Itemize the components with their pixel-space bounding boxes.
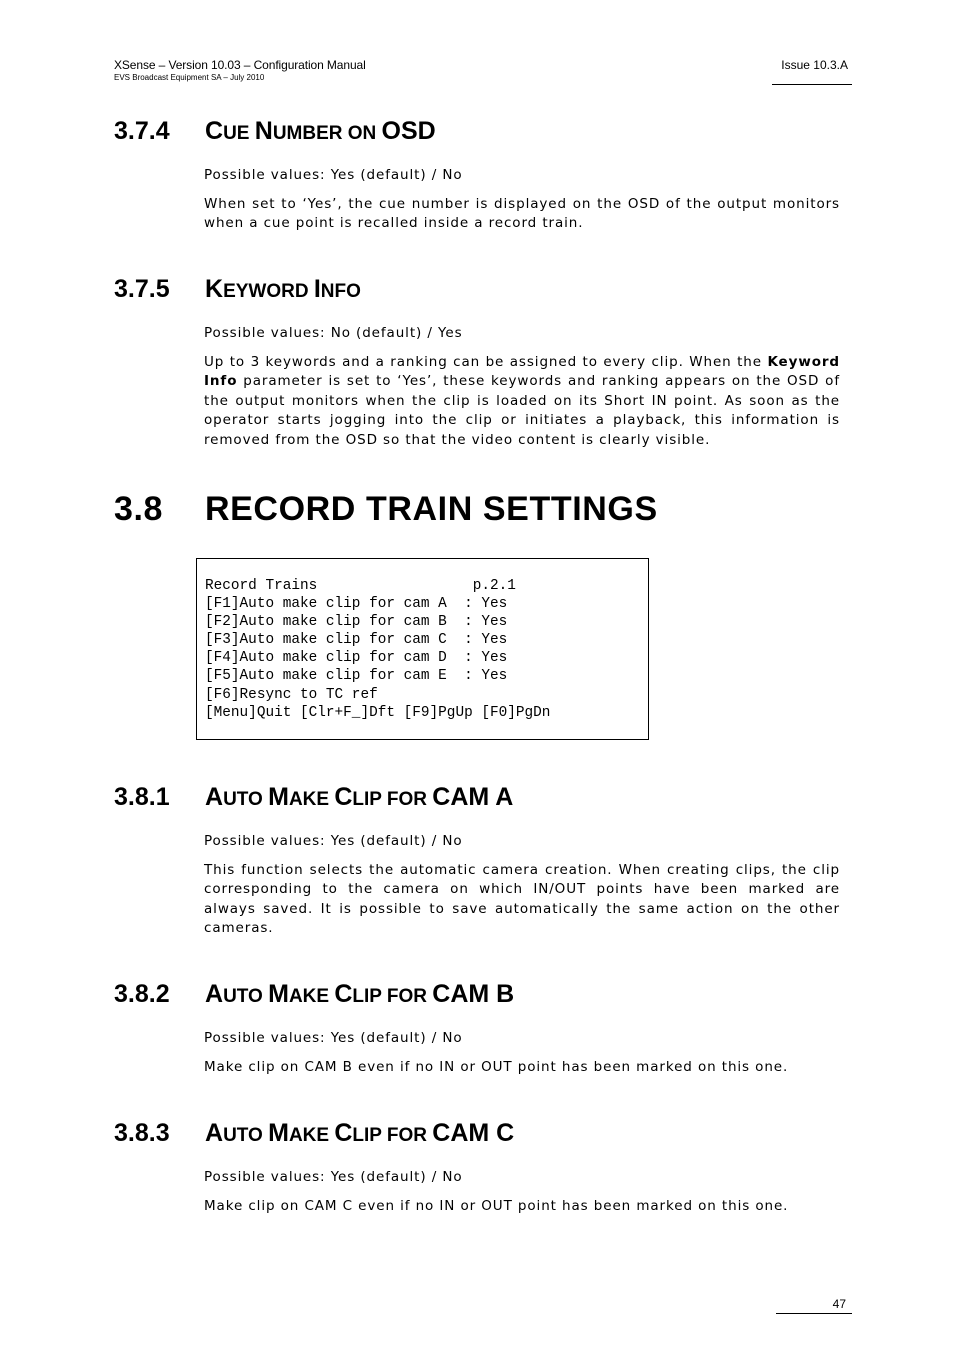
title-cap: I: [313, 275, 321, 303]
document-title: XSense – Version 10.03 – Configuration Manual: [114, 58, 366, 72]
section-title: [205, 782, 513, 815]
possible-values: Possible values: No (default) / Yes: [204, 325, 463, 341]
footer-rule: [776, 1313, 852, 1314]
section-number: 3.8.3: [114, 1119, 170, 1147]
section-title: RECORD TRAIN SETTINGS: [205, 490, 658, 528]
document-subtitle: EVS Broadcast Equipment SA – July 2010: [114, 73, 265, 82]
title-small: LIP: [352, 986, 387, 1007]
menu-line: Record Trains p.2.1: [205, 578, 516, 594]
section-body: When set to ‘Yes’, the cue number is displayed on the OSD of the output monitors when a cue point is recalled inside a record train.: [204, 196, 840, 232]
title-cap: C: [205, 117, 224, 145]
possible-values: Possible values: Yes (default) / No: [204, 167, 463, 183]
menu-line: [F5]Auto make clip for cam E : Yes: [205, 668, 508, 685]
section-title: [205, 274, 361, 307]
menu-line: [F6]Resync to TC ref: [205, 686, 378, 703]
title-small: LIP: [352, 1125, 387, 1146]
title-cap: N: [254, 117, 273, 145]
title-small: UTO: [223, 789, 269, 810]
title-small: UE: [223, 123, 255, 144]
header-rule: [772, 84, 852, 85]
section-number: 3.7.4: [114, 117, 170, 145]
section-number: 3.8: [114, 490, 164, 528]
menu-line: [F3]Auto make clip for cam C : Yes: [205, 632, 508, 649]
title-cap: M: [268, 980, 289, 1008]
menu-line: [F4]Auto make clip for cam D : Yes: [205, 650, 508, 667]
section-body: Make clip on CAM C even if no IN or OUT point has been marked on this one.: [204, 1198, 789, 1214]
title-small: FOR: [386, 1125, 433, 1146]
title-cap: M: [268, 783, 289, 811]
page-number: 47: [832, 1297, 846, 1311]
section-number: 3.8.1: [114, 783, 170, 811]
possible-values: Possible values: Yes (default) / No: [204, 833, 463, 849]
title-small: AKE: [288, 789, 335, 810]
title-cap: CAM C: [432, 1119, 515, 1147]
title-small: LIP: [352, 789, 387, 810]
title-cap: M: [268, 1119, 289, 1147]
possible-values: Possible values: Yes (default) / No: [204, 1030, 463, 1046]
parameter-name: Keyword Info: [204, 354, 840, 390]
possible-values: Possible values: Yes (default) / No: [204, 1169, 463, 1185]
title-small: AKE: [288, 1125, 335, 1146]
title-cap: C: [334, 783, 353, 811]
title-cap: A: [205, 1119, 224, 1147]
menu-line: [F1]Auto make clip for cam A : Yes: [205, 596, 508, 613]
section-number: 3.8.2: [114, 980, 170, 1008]
section-number: 3.7.5: [114, 275, 170, 303]
title-cap: A: [205, 980, 224, 1008]
title-cap: OSD: [381, 117, 436, 145]
issue-label: Issue 10.3.A: [781, 58, 848, 72]
menu-listing: [205, 577, 550, 722]
title-small: NFO: [320, 281, 361, 302]
title-small: UTO: [223, 1125, 269, 1146]
record-trains-menu-box: [196, 558, 649, 740]
section-title: [205, 1118, 514, 1151]
section-body: Make clip on CAM B even if no IN or OUT point has been marked on this one.: [204, 1059, 789, 1075]
menu-line: [Menu]Quit [Clr+F_]Dft [F9]PgUp [F0]PgDn: [205, 704, 551, 721]
title-cap: A: [205, 783, 224, 811]
title-cap: C: [334, 980, 353, 1008]
menu-line: [F2]Auto make clip for cam B : Yes: [205, 614, 508, 631]
title-small: UTO: [223, 986, 269, 1007]
section-title: [205, 979, 514, 1012]
section-title: [205, 116, 436, 149]
title-cap: K: [205, 275, 224, 303]
title-small: FOR: [386, 986, 433, 1007]
title-small: UMBER: [272, 123, 348, 144]
title-small: EYWORD: [223, 281, 314, 302]
title-small: FOR: [386, 789, 433, 810]
body-text: parameter is set to ‘Yes’, these keywords and ranking appears on the OSD of the output monitors when the clip is loaded on its Short IN point. As soon as the operator starts jogging into the clip or initiates a playback, this information is removed from the OSD so that the video content is clearly visible.: [204, 373, 840, 448]
title-cap: C: [334, 1119, 353, 1147]
page-header: [114, 57, 366, 83]
title-small: AKE: [288, 986, 335, 1007]
title-cap: CAM A: [432, 783, 514, 811]
section-body: This function selects the automatic camera creation. When creating clips, the clip corresponding to the camera on which IN/OUT points have been marked are always saved. It is possible to save automatically the same action on the other cameras.: [204, 862, 840, 937]
title-small: ON: [347, 123, 382, 144]
body-text: Up to 3 keywords and a ranking can be assigned to every clip. When the: [204, 354, 768, 370]
title-cap: CAM B: [432, 980, 515, 1008]
section-body: [204, 353, 840, 450]
